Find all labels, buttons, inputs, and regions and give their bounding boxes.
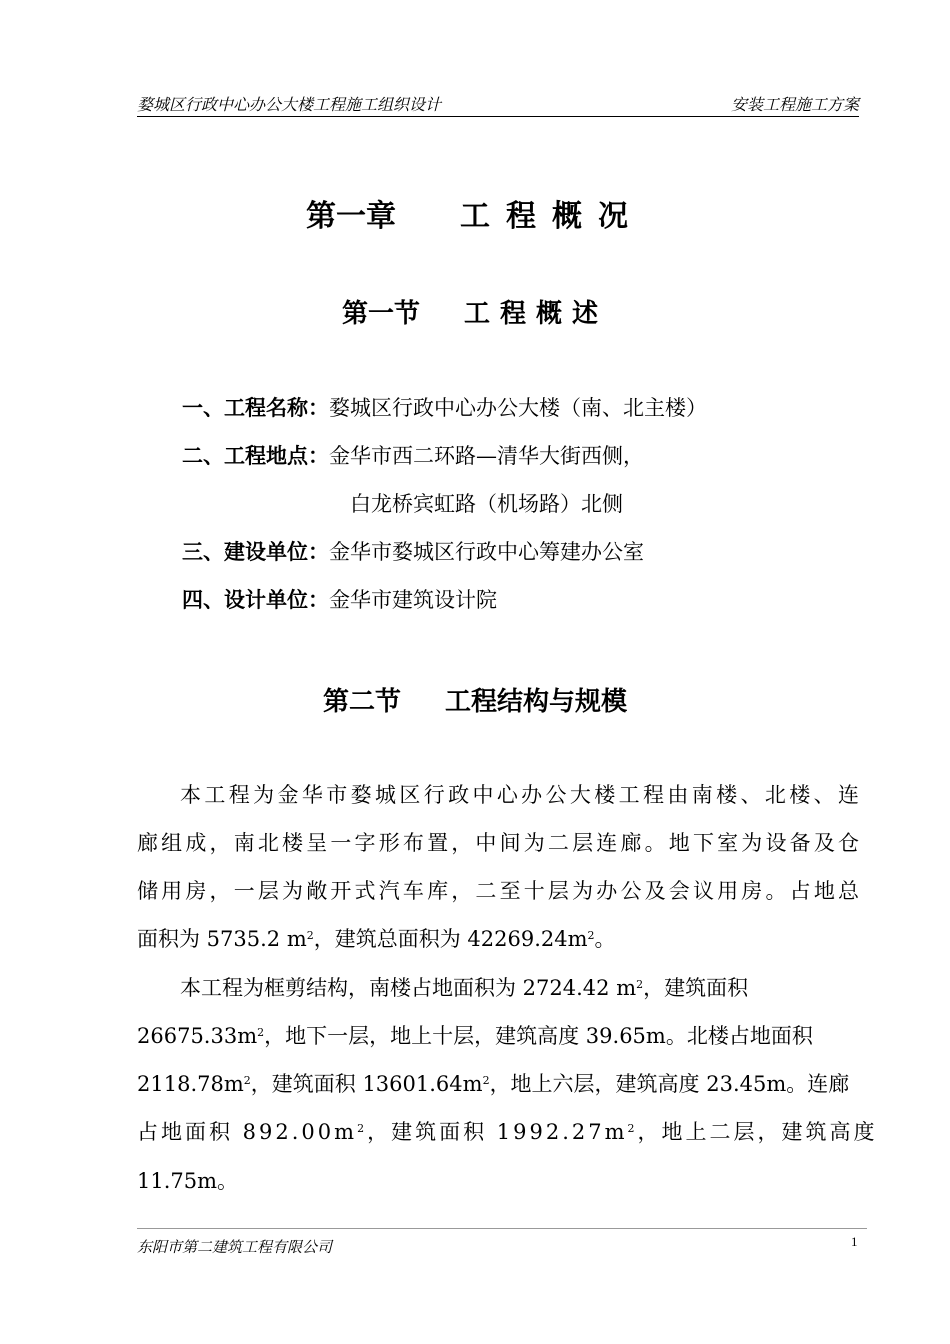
info-label: 三、建设单位： — [182, 540, 329, 564]
text-run: ，建筑面积 — [643, 976, 749, 1000]
paragraph-2-line: 11.75m。 — [137, 1169, 239, 1193]
text-run: ，地下一层，地上十层，建筑高度 39.65m。北楼占地面积 — [264, 1024, 813, 1048]
info-project-name — [182, 394, 707, 422]
info-designer — [182, 586, 497, 614]
info-value: 金华市婺城区行政中心筹建办公室 — [329, 540, 644, 564]
text-run: ，建筑面积 13601.64m — [250, 1072, 483, 1096]
section-1-number: 第一节 — [341, 299, 420, 329]
superscript: 2 — [257, 1026, 265, 1039]
header-document-title: 婺城区行政中心办公大楼工程施工组织设计 — [137, 95, 442, 114]
info-label: 二、工程地点： — [182, 444, 329, 468]
text-run: 26675.33m — [137, 1024, 258, 1048]
section-2-title: 工程结构与规模 — [445, 687, 628, 717]
text-run: 。 — [594, 927, 616, 951]
superscript: 2 — [627, 1122, 638, 1135]
paragraph-1-line: 廊组成，南北楼呈一字形布置，中间为二层连廊。地下室为设备及仓 — [137, 831, 859, 855]
paragraph-1-line: 储用房，一层为敞开式汽车库，二至十层为办公及会议用房。占地总 — [137, 879, 859, 903]
paragraph-2-line — [180, 973, 859, 1003]
info-builder — [182, 538, 644, 566]
info-value: 婺城区行政中心办公大楼（南、北主楼） — [329, 396, 707, 420]
superscript: 2 — [243, 1074, 251, 1087]
info-value: 金华市西二环路—清华大街西侧， — [329, 444, 644, 468]
text-run: 占地面积 892.00m — [137, 1120, 358, 1144]
section-1-title: 工程概述 — [464, 299, 609, 329]
text-run: 2118.78m — [137, 1072, 244, 1096]
superscript: 2 — [587, 929, 595, 942]
section-2-number: 第二节 — [322, 687, 401, 717]
header-section-title: 安装工程施工方案 — [730, 95, 859, 114]
text-run: ，建筑面积 1992.27m — [367, 1120, 628, 1144]
text-run: ，建筑总面积为 42269.24m — [313, 927, 588, 951]
page-header — [137, 92, 859, 117]
chapter-heading — [0, 191, 950, 235]
text-run: ，地上六层，建筑高度 23.45m。连廊 — [489, 1072, 850, 1096]
text-run: ，地上二层，建筑高度 — [637, 1120, 878, 1144]
paragraph-1-line — [137, 924, 859, 954]
paragraph-2-line — [137, 1021, 859, 1051]
section-heading-1 — [0, 293, 950, 330]
text-run: 本工程为框剪结构，南楼占地面积为 2724.42 m — [180, 976, 637, 1000]
text-run: 面积为 5735.2 m — [137, 927, 307, 951]
superscript: 2 — [357, 1122, 368, 1135]
section-heading-2 — [0, 681, 950, 718]
superscript: 2 — [636, 978, 644, 991]
info-project-location — [182, 442, 644, 470]
footer-divider — [137, 1228, 867, 1229]
info-location-continued: 白龙桥宾虹路（机场路）北侧 — [350, 492, 623, 516]
page-number: 1 — [851, 1234, 858, 1249]
info-label: 四、设计单位： — [182, 588, 329, 612]
info-value: 金华市建筑设计院 — [329, 588, 497, 612]
chapter-title: 工程概况 — [460, 199, 644, 234]
superscript: 2 — [306, 929, 314, 942]
superscript: 2 — [482, 1074, 490, 1087]
info-label: 一、工程名称： — [182, 396, 329, 420]
paragraph-2-line — [137, 1117, 878, 1147]
footer-company: 东阳市第二建筑工程有限公司 — [137, 1238, 333, 1256]
paragraph-1-line: 本工程为金华市婺城区行政中心办公大楼工程由南楼、北楼、连 — [180, 783, 859, 807]
paragraph-2-line — [137, 1069, 859, 1099]
chapter-number: 第一章 — [306, 199, 396, 234]
